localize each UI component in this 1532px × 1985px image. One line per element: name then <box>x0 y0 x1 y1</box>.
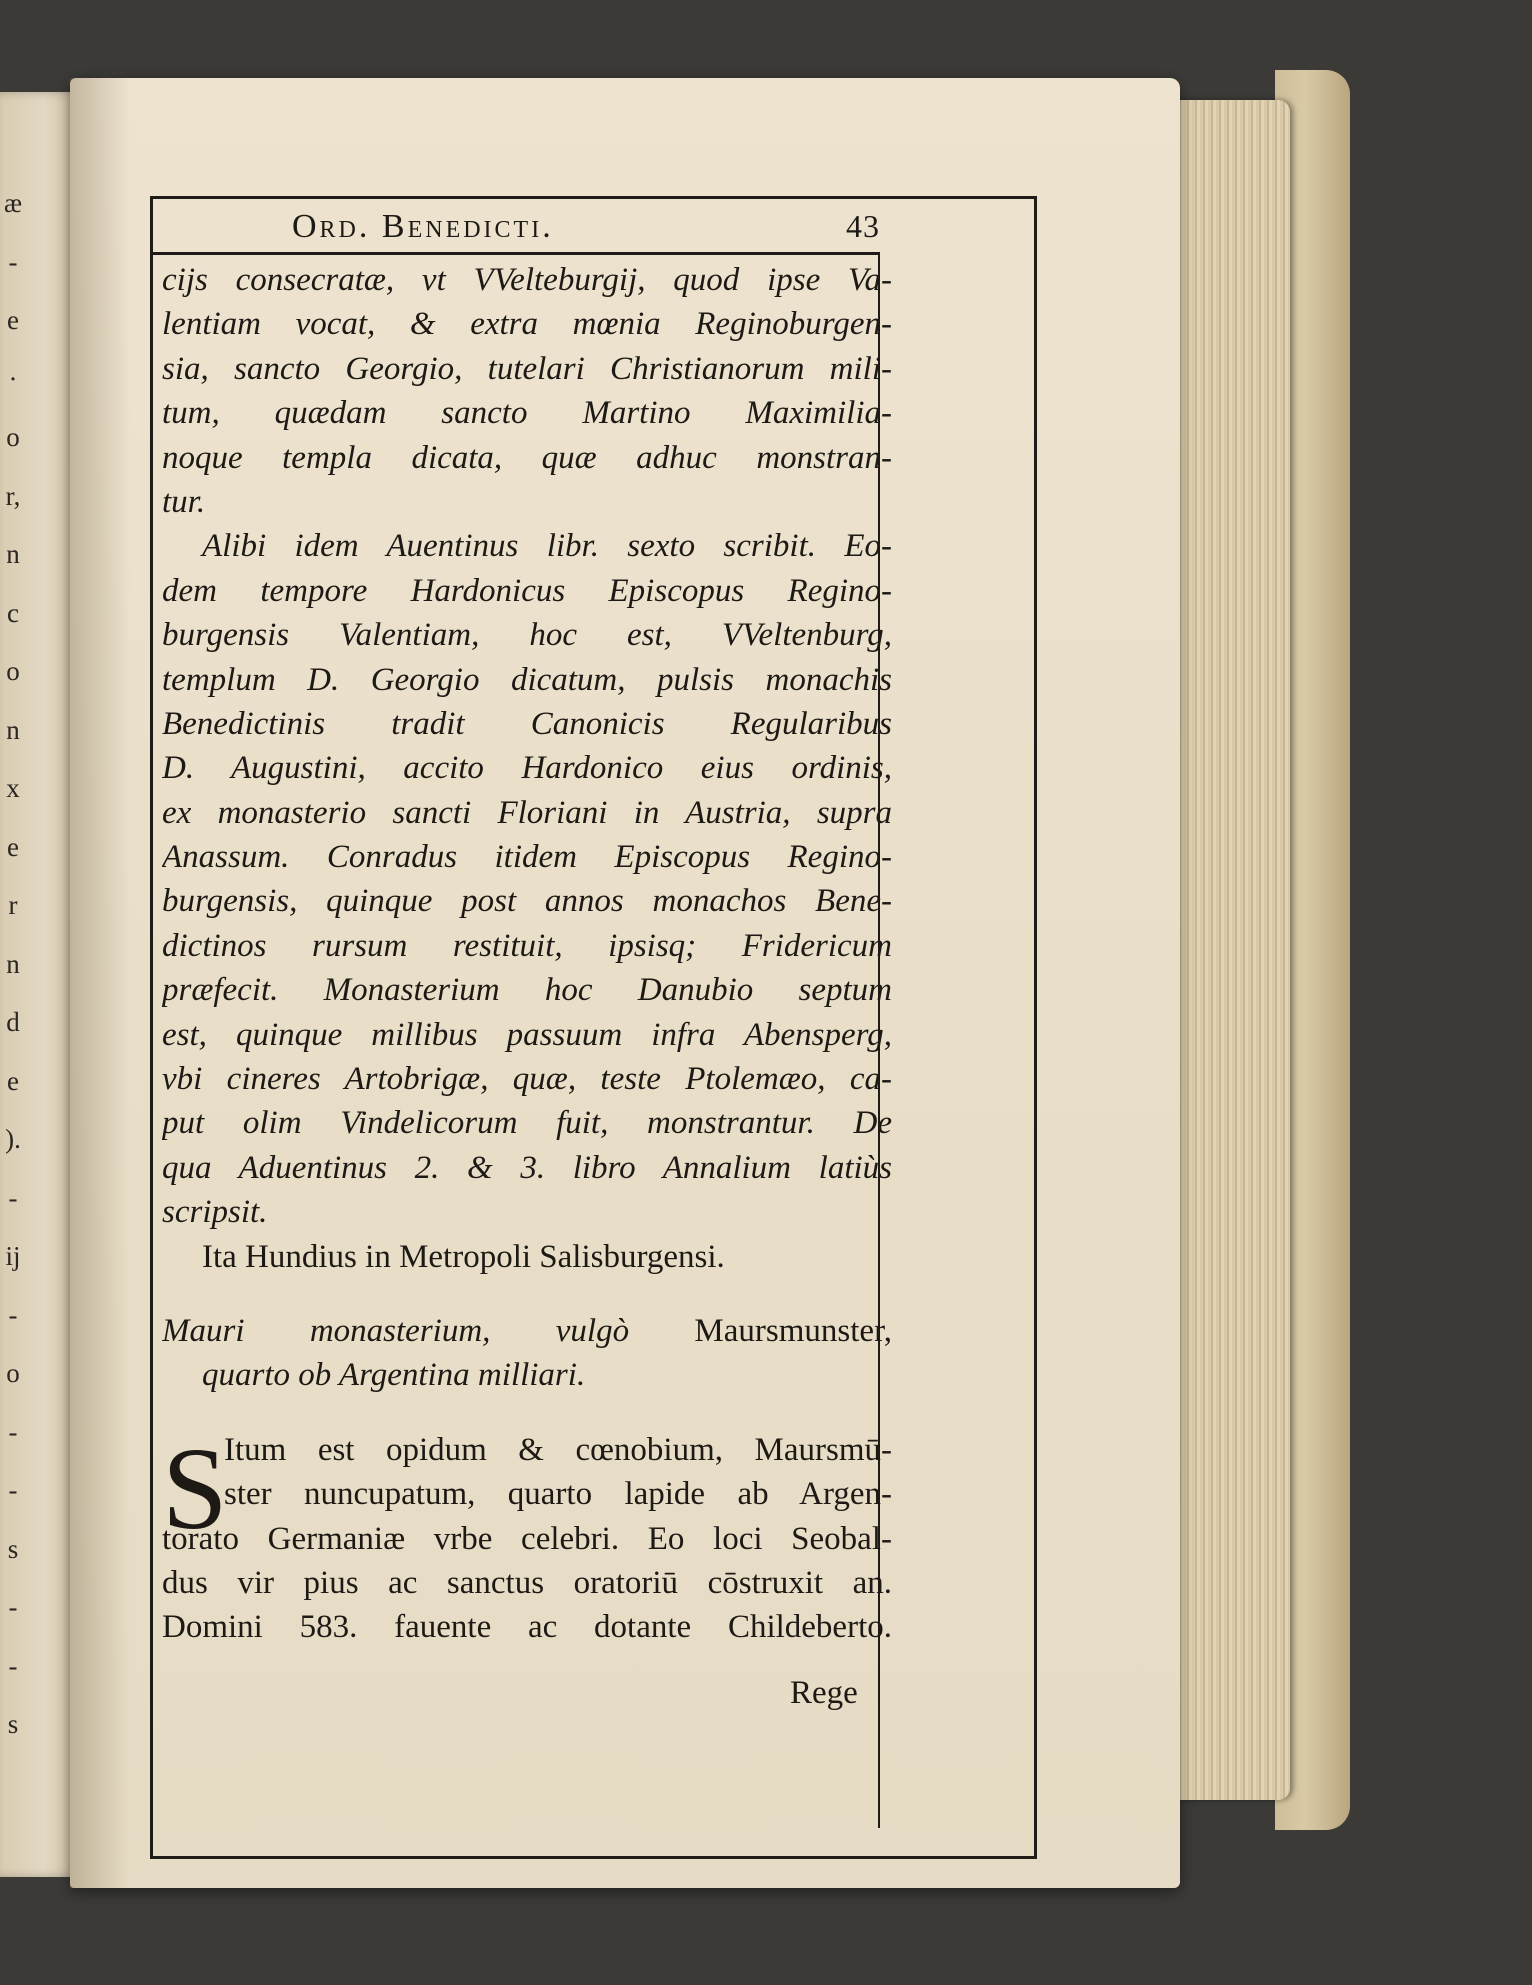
heading-italic-part: Mauri monasterium, vulgò <box>162 1312 630 1349</box>
text-line: tum, quædam sancto Martino Maximilia- <box>162 395 892 432</box>
text-line: noque templa dicata, quæ adhuc monstran- <box>162 439 892 476</box>
paragraph-2 <box>162 524 892 1234</box>
left-page-text-fragment: x <box>6 773 20 803</box>
text-line: dictinos rursum restituit, ipsisq; Fridericum <box>162 927 892 964</box>
left-page-text-fragment: - <box>8 1650 18 1681</box>
heading-line-1 <box>162 1309 892 1353</box>
left-page-text-fragment: s <box>7 1533 19 1564</box>
left-page-text-fragment: o <box>6 422 20 452</box>
left-page-text-fragment: - <box>8 1182 18 1213</box>
left-page-text-fragment: n <box>6 948 20 979</box>
left-page-text-fragment: e <box>7 305 19 335</box>
text-line: præfecit. Monasterium hoc Danubio septum <box>162 972 892 1009</box>
frame-bottom-rule <box>150 1856 1037 1859</box>
left-page-text-fragment: s <box>7 1709 19 1739</box>
text-line: burgensis Valentiam, hoc est, VVeltenburg, <box>162 617 892 654</box>
text-line: vbi cineres Artobrigæ, quæ, teste Ptolemæo, ca- <box>162 1061 892 1098</box>
frame-top-rule <box>150 196 1034 199</box>
left-page-text-fragment: - <box>8 1592 18 1622</box>
left-page-text-fragment: o <box>6 1358 20 1388</box>
catchword: Rege <box>790 1675 858 1711</box>
left-page-text-fragment: · <box>8 363 18 394</box>
source-note: Ita Hundius in Metropoli Salisburgensi. <box>202 1238 725 1275</box>
text-line: templum D. Georgio dicatum, pulsis monachis <box>162 661 892 698</box>
left-page-text-fragment: e <box>7 1065 19 1096</box>
header-rule <box>150 252 878 255</box>
left-page-text-fragment: r <box>8 890 18 920</box>
text-line: est, quinque millibus passuum infra Abensperg, <box>162 1016 892 1053</box>
left-page-text-fragment: e <box>7 831 19 862</box>
text-line: Benedictinis tradit Canonicis Regularibus <box>162 705 892 742</box>
running-title: Ord. Benedicti. <box>292 208 554 245</box>
text-line: Domini 583. fauente ac dotante Childeberto. <box>162 1609 892 1646</box>
left-page-text-fragment: o <box>6 656 20 686</box>
text-line: Itum est opidum & cœnobium, Maursmū- <box>224 1431 892 1468</box>
left-page-text-fragment: - <box>8 1299 18 1330</box>
running-header <box>150 208 880 246</box>
page-number: 43 <box>846 208 880 244</box>
spacer <box>162 1398 892 1428</box>
heading-roman-part: Maursmunster, <box>694 1312 892 1349</box>
text-block <box>162 258 892 1650</box>
left-page-text-fragment: ). <box>5 1124 21 1154</box>
left-page-text-fragment: ij <box>5 1241 21 1271</box>
text-line: dem tempore Hardonicus Episcopus Regino- <box>162 572 892 609</box>
text-line: Anassum. Conradus itidem Episcopus Regino- <box>162 839 892 876</box>
text-line: put olim Vindelicorum fuit, monstrantur. De <box>162 1105 892 1142</box>
left-page-text-fragment: - <box>8 1475 18 1505</box>
left-page-text-fragment: d <box>6 1007 20 1037</box>
left-page-text-fragment: n <box>6 714 20 745</box>
left-page-text-fragment: æ <box>3 188 22 218</box>
heading-line-2: quarto ob Argentina milliari. <box>202 1357 586 1394</box>
text-line: scripsit. <box>162 1194 268 1231</box>
paragraph-1 <box>162 258 892 524</box>
left-page-text-fragment: - <box>8 1416 18 1447</box>
left-page-text-fragment: c <box>7 597 19 628</box>
frame-outer-right-rule <box>1034 196 1037 1856</box>
text-line: torato Germaniæ vrbe celebri. Eo loci Seobal- <box>162 1520 892 1557</box>
text-line: tur. <box>162 483 206 520</box>
spacer <box>162 1279 892 1309</box>
text-line: sia, sancto Georgio, tutelari Christianorum mili- <box>162 350 892 387</box>
text-line: dus vir pius ac sanctus oratoriū cōstruxit an. <box>162 1564 892 1601</box>
text-line: ster nuncupatum, quarto lapide ab Argen- <box>224 1476 892 1513</box>
text-line: burgensis, quinque post annos monachos Bene- <box>162 883 892 920</box>
left-page-text-fragment: n <box>6 539 20 569</box>
text-line: ex monasterio sancti Floriani in Austria, supra <box>162 794 892 831</box>
text-line: Alibi idem Auentinus libr. sexto scribit. Eo- <box>202 528 892 565</box>
text-line: cijs consecratæ, vt VVelteburgij, quod ipse Va- <box>162 262 892 298</box>
page-gutter-shadow <box>70 78 130 1888</box>
section-heading <box>162 1309 892 1398</box>
frame-left-rule <box>150 196 153 1856</box>
left-page-edge <box>0 92 80 1877</box>
drop-capital: S <box>162 1422 228 1554</box>
text-line: D. Augustini, accito Hardonico eius ordinis, <box>162 750 892 787</box>
paragraph-3 <box>162 1422 892 1650</box>
text-line: lentiam vocat, & extra mœnia Reginoburgen- <box>162 306 892 343</box>
left-page-text-fragment: r, <box>5 480 21 511</box>
left-page-text-fragment: - <box>8 246 18 277</box>
text-line: qua Aduentinus 2. & 3. libro Annalium latiùs <box>162 1149 892 1186</box>
